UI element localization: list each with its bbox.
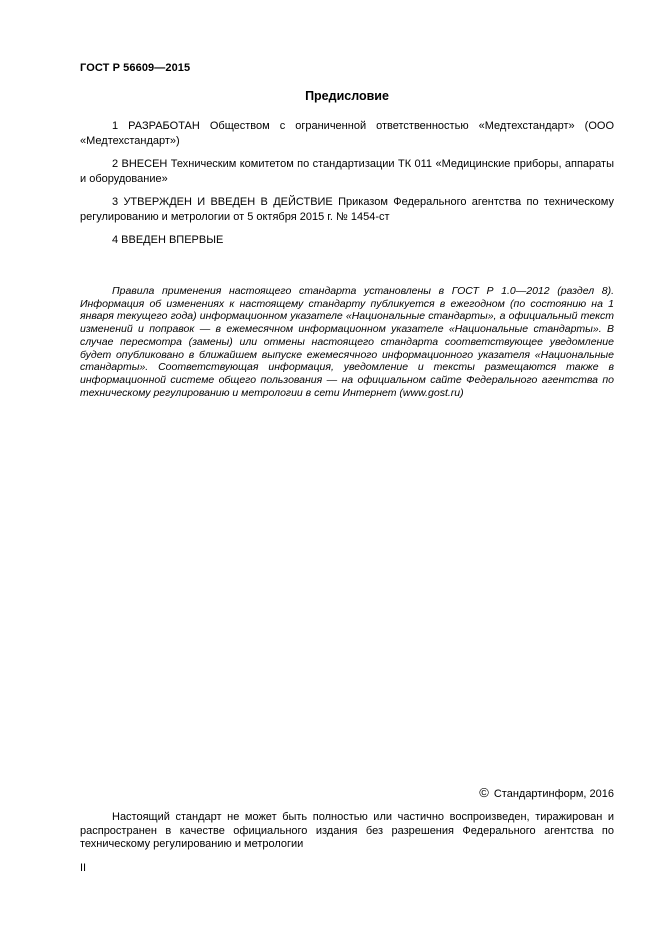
copyright-icon: © bbox=[479, 785, 489, 800]
reproduction-rights-statement: Настоящий стандарт не может быть полностью или частично воспроизведен, тиражирован и распространен в качестве официального издания без разрешения Федерального агентства по техническому регулированию и метрологии bbox=[80, 811, 614, 850]
copyright-text: Стандартинформ, 2016 bbox=[493, 788, 614, 800]
foreword-item-approved: 3 УТВЕРЖДЕН И ВВЕДЕН В ДЕЙСТВИЕ Приказом Федерального агентства по техническому регулированию и метрологии от 5 октября 2015 г. № 1454-ст bbox=[80, 196, 614, 223]
foreword-item-submitted: 2 ВНЕСЕН Техническим комитетом по стандартизации ТК 011 «Медицинские приборы, аппараты и оборудование» bbox=[80, 158, 614, 185]
foreword-item-first-introduced: 4 ВВЕДЕН ВПЕРВЫЕ bbox=[112, 234, 224, 246]
foreword-item-developed: 1 РАЗРАБОТАН Обществом с ограниченной ответственностью «Медтехстандарт» (ООО «Медтехстандарт») bbox=[80, 120, 614, 147]
page-title: Предисловие bbox=[305, 89, 389, 103]
copyright-line bbox=[479, 785, 614, 800]
standard-code-header: ГОСТ Р 56609—2015 bbox=[80, 62, 191, 74]
application-rules-notice: Правила применения настоящего стандарта установлены в ГОСТ Р 1.0—2012 (раздел 8). Информация об изменениях к настоящему стандарту публикуется в ежегодном (по состоянию на 1 января текущего года) информационном указателе «Национальные стандарты», а официальный текст изменений и поправок — в ежемесячном информационном указателе «Национальные стандарты». В случае пересмотра (замены) или отмены настоящего стандарта соответствующее уведомление будет опубликовано в ближайшем выпуске ежемесячного информационного указателя «Национальные стандарты». Соответствующая информация, уведомление и тексты размещаются также в информационной системе общего пользования — на официальном сайте Федерального агентства по техническому регулированию и метрологии в сети Интернет (www.gost.ru) bbox=[80, 285, 614, 399]
page-number: II bbox=[80, 862, 87, 874]
